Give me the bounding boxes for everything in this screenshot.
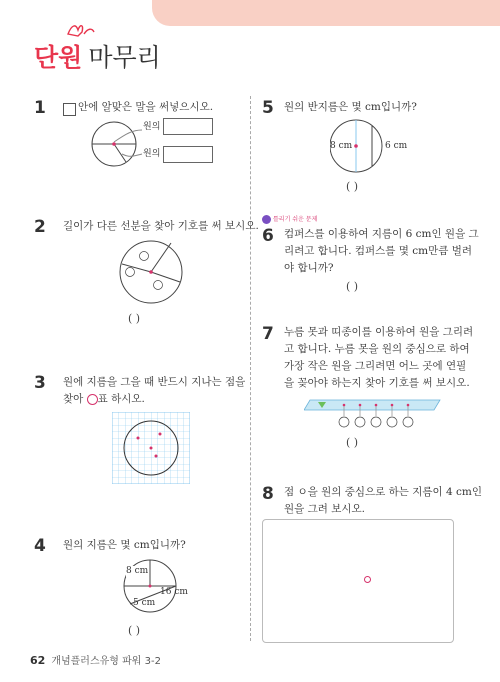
question-text-8b: 원을 그려 보시오. (284, 503, 366, 515)
title-rest: 마무리 (88, 43, 161, 72)
blank-box-icon (63, 103, 76, 116)
page-number: 62 (30, 654, 46, 667)
question-number-2: 2 (34, 217, 46, 237)
header-band (152, 0, 500, 26)
question-text-7a: 누름 못과 띠종이를 이용하여 원을 그리려 (284, 326, 474, 338)
heart-swirl-decoration (66, 24, 96, 38)
q7-answer-paren[interactable]: ( ) (346, 436, 359, 449)
book-title: 개념플러스유형 파워 3-2 (51, 656, 161, 667)
question-text-3b (63, 391, 145, 408)
question-number-5: 5 (262, 98, 274, 118)
question-text-4: 원의 지름은 몇 cm입니까? (63, 539, 186, 551)
question-text-6c: 야 합니까? (284, 262, 334, 274)
question-text-6a: 컴퍼스를 이용하여 지름이 6 cm인 원을 그 (284, 228, 479, 240)
column-divider (250, 96, 251, 641)
question-number-6: 6 (262, 226, 274, 246)
q3-grid-figure (112, 412, 190, 484)
q4-answer-paren[interactable]: ( ) (128, 624, 141, 637)
page-footer (30, 652, 161, 667)
question-text-8a: 점 ㅇ을 원의 중심으로 하는 지름이 4 cm인 (284, 486, 483, 498)
title-bold: 단원 (34, 43, 83, 72)
question-number-4: 4 (34, 536, 46, 556)
badge-text: 틀리기 쉬운 문제 (273, 216, 318, 223)
q2-answer-paren[interactable]: ( ) (128, 312, 141, 325)
q2-circle-figure (114, 238, 188, 306)
badge-icon (262, 215, 271, 224)
circle-mark-icon (87, 394, 98, 405)
question-number-7: 7 (262, 324, 274, 344)
question-text-1: 안에 알맞은 말을 써넣으시오. (78, 101, 214, 113)
q5-label-6: 6 cm (385, 141, 408, 151)
question-text-7d: 을 꽂아야 하는지 찾아 기호를 써 보시오. (284, 377, 470, 389)
q1-circle-figure (86, 120, 144, 168)
question-text-7b: 고 합니다. 누름 못을 원의 중심으로 하여 (284, 343, 470, 355)
q7-strip-figure (304, 396, 444, 430)
q6-answer-paren[interactable]: ( ) (346, 280, 359, 293)
question-text-3a: 원에 지름을 그을 때 반드시 지나는 점을 (63, 376, 246, 388)
center-point-o (364, 576, 371, 583)
question-text-2: 길이가 다른 선분을 찾아 기호를 써 보시오. (63, 220, 259, 232)
q3-text-mark: 표 하시오. (97, 393, 145, 405)
q4-label-5: 5 cm (133, 598, 156, 608)
q5-answer-paren[interactable]: ( ) (346, 180, 359, 193)
q1-answer-box-b[interactable] (163, 146, 213, 163)
question-text-6b: 리려고 합니다. 컴퍼스를 몇 cm만큼 벌려 (284, 245, 473, 257)
question-number-3: 3 (34, 373, 46, 393)
question-number-8: 8 (262, 484, 274, 504)
q1-label-a: 원의 (143, 122, 161, 132)
drawing-area[interactable] (262, 519, 454, 643)
question-text-7c: 가장 작은 원을 그리려면 어느 곳에 연필 (284, 360, 467, 372)
q5-label-8: 8 cm (330, 141, 353, 151)
q1-answer-box-a[interactable] (163, 118, 213, 135)
q1-label-b: 원의 (143, 149, 161, 159)
tricky-badge (262, 214, 317, 224)
q4-label-16: 16 cm (160, 587, 188, 597)
question-text-5: 원의 반지름은 몇 cm입니까? (284, 101, 417, 113)
question-number-1: 1 (34, 98, 46, 118)
q4-label-8: 8 cm (126, 566, 149, 576)
page-title (34, 38, 161, 74)
q3-text-find: 찾아 (63, 393, 84, 405)
